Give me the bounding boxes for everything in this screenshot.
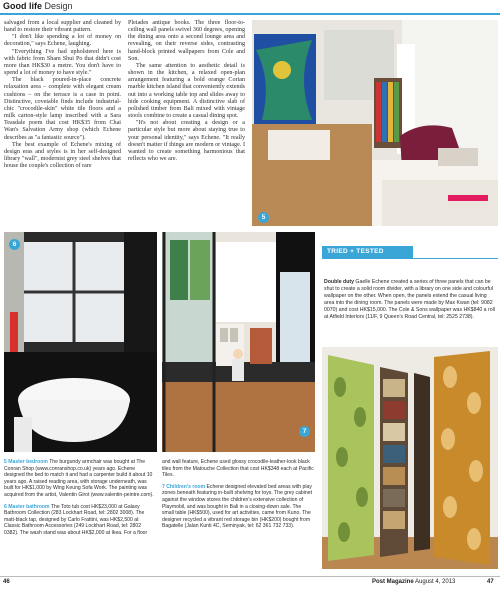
caption-master-bathroom-continued: and wall feature, Echene used glossy crocodile-leather-look black tiles from the Matouche Collection that cost HK$348 each at Pacific Tiles. <box>162 459 314 479</box>
photo-childrens-room <box>162 232 315 452</box>
bedroom-image <box>252 20 498 226</box>
childrens-room-image <box>162 232 315 452</box>
paragraph: "It's not about creating a design or a particular style but more about staying true to your personal identity," says Echene. "It really doesn't matter if things are modern or vintage. I wanted to create something harmonious that reflects who we are. <box>128 120 245 162</box>
paragraph: The best example of Echene's mixing of design eras and styles is in her self-designed library "wall", modernist grey steel shelves that house the couple's collection of rare <box>4 141 121 170</box>
subsection-title: Design <box>44 1 73 11</box>
caption-label: 5 Master bedroom <box>4 459 48 465</box>
tried-tested-lead: Double duty <box>324 279 354 285</box>
section-title: Good life Design <box>3 1 73 11</box>
magazine-name: Post Magazine <box>372 579 414 585</box>
page-number-right: 47 <box>487 579 494 585</box>
bathroom-image <box>4 232 157 452</box>
captions-column-1 <box>4 459 156 542</box>
paragraph: "I don't like spending a lot of money on decoration," says Echene, laughing. <box>4 34 121 48</box>
photo-master-bathroom <box>4 232 157 452</box>
issue-date: August 4, 2013 <box>415 579 456 585</box>
photo-master-bedroom <box>252 20 498 226</box>
caption-label: 6 Master bathroom <box>4 503 50 510</box>
photo-rotating-panels <box>322 347 498 569</box>
tried-tested-rule <box>322 258 498 259</box>
paragraph: The black poured-in-place concrete relaxation area – complete with elegant cream cushions – on the terrace is a case in point. Distinctive, covetable finds include industrial-chic "crocodile-skin" white tile floors and a milk carton-style lamp inscribed with a Sara Teasdale poem that cost HK$35 from Chai Wan's Salvation Army shop (which Echene describes as "a fantastic source"). <box>4 77 121 141</box>
footer-publication <box>372 579 455 585</box>
caption-label: 7 Children's room <box>162 483 206 490</box>
caption-master-bedroom <box>4 459 156 499</box>
caption-master-bathroom <box>4 504 156 537</box>
photo-number-badge: 6 <box>9 239 20 250</box>
footer-rule <box>0 576 500 577</box>
caption-text: The burgundy armchair was bought at The Conran Shop (www.conranshop.co.uk) years ago. Echene designed the bed to match it and had a carpenter build it about 10 years ago. A raised reading area, with storage underneath, was built for HK$1,000 by Wing Keung Sofa Work. The painting was acquired from the artist, Valentin Girot (www.valentin-peintre.com). <box>4 459 154 498</box>
paragraph: salvaged from a local supplier and cleaned by hand to restore their vibrant pattern. <box>4 20 121 34</box>
caption-text: The Toto tub cost HK$23,000 at Galaxy Bathroom Collection (283 Lockhart Road, tel: 2802 3008). The matt-black tap, designed by Carlo Frattini, was HK$2,500 at Classic Bathroom Accessories (249 Lockhart Road, tel: 2802 0382). The wash stand was about HK$2,000 at Ikea. For a floor <box>4 503 148 536</box>
paragraph: The same attention to aesthetic detail is shown in the kitchen, a relaxed open-plan arrangement featuring a bold orange Corian marble kitchen island that conveniently extends out into a working table top and slides away to hide cooking equipment. A distinctive slab of polished timber from Bali mixed with vintage stools combine to create a casual dining spot. <box>128 62 245 120</box>
panels-image <box>322 347 498 569</box>
tried-tested-badge: TRIED + TESTED <box>322 246 413 258</box>
article-column-1 <box>4 20 121 170</box>
tried-tested-text <box>324 279 496 320</box>
tried-tested-body: Gaelle Echene created a series of three panels that can be shut to create a solid room divider, with a library on one side and colourful wallpaper on the other. When open, the panels extend the casual living area into the dining room. The panels were made by Max Kwan (tel: 9082 0070) and cost HK$15,000. The Cole & Sons wallpaper was HK$840 a roll at Atfield Interiors (11/F, 9 Queen's Road Central, tel: 2525 2738). <box>324 279 495 320</box>
paragraph: Pleiades antique books. The three floor-to-ceiling wall panels swivel 360 degrees, opening the dining area onto a second lounge area and revealing, on their reverse sides, contrasting hand-block printed wallpapers from Cole and Son. <box>128 20 245 62</box>
page-header <box>0 0 500 14</box>
photo-number-badge: 7 <box>299 426 310 437</box>
paragraph: "Everything I've had upholstered here is with fabric from Sham Shui Po that didn't cost more than HK$30 a metre. You don't have to spend a lot of money to have style." <box>4 48 121 77</box>
caption-childrens-room <box>162 484 314 530</box>
article-column-2 <box>128 20 245 163</box>
header-rule <box>0 13 500 15</box>
page-number-left: 46 <box>3 579 10 585</box>
caption-text: Echene designed elevated bed areas with play zones beneath featuring in-built shelving for toys. The grey cabinet against the window stores the children's extensive collection of Playmobil, and was bought in Bali in a closing-down sale. The small table (HK$500), used for art activities, came from Kuno. The designer recycled a vibrant red storage bin (HK$200) bought from Bagatelle (Jalan Kunti 4C, Seminyak, tel: 62 361 732 733). <box>162 483 312 530</box>
captions-column-2 <box>162 459 314 535</box>
photo-number-badge: 5 <box>258 212 269 223</box>
